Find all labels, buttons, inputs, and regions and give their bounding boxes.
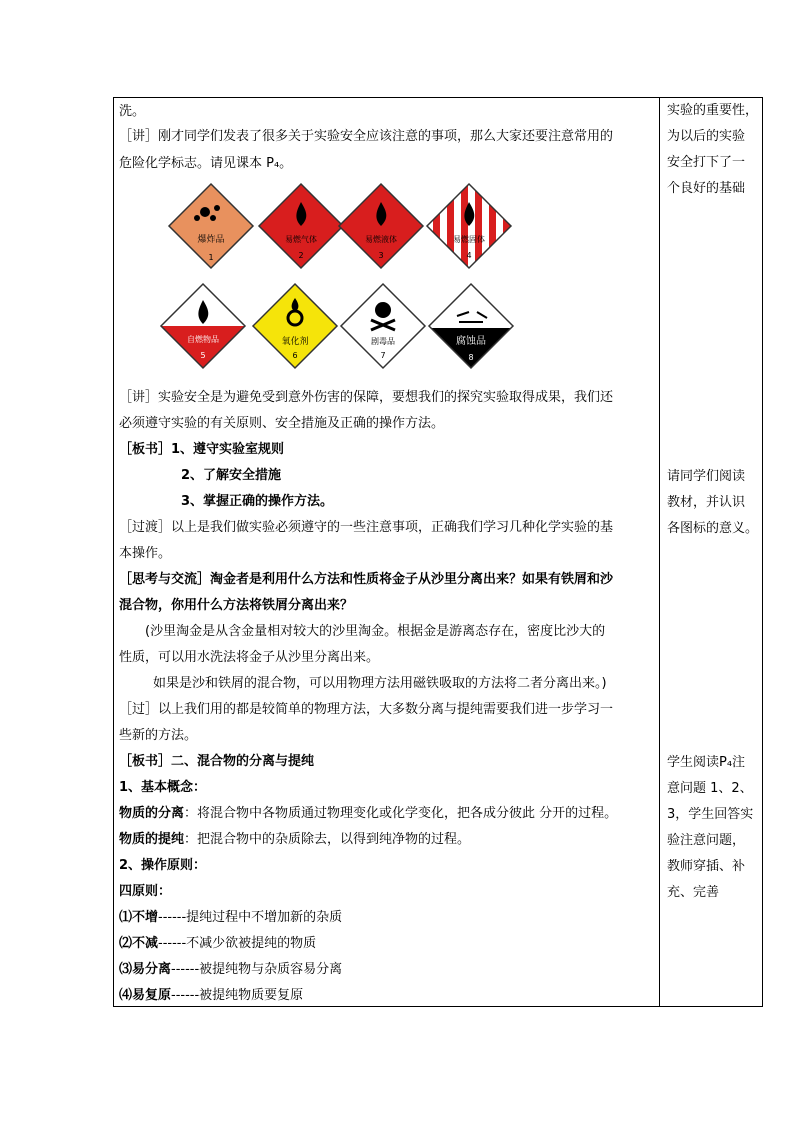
definition: ：把混合物中的杂质除去，以得到纯净物的过程。 xyxy=(184,832,471,847)
text-line: ［板书］二、混合物的分离与提纯 xyxy=(119,754,315,769)
side-line: 安全打下了一 xyxy=(667,155,746,170)
rule-term: ⑵不减 xyxy=(119,936,159,951)
sign-number: 1 xyxy=(208,253,214,262)
side-note-3 xyxy=(667,750,763,906)
sign-number: 5 xyxy=(200,351,206,360)
hazard-signs xyxy=(167,182,527,382)
rule-term: ⑴不增 xyxy=(119,910,159,925)
sign-number: 8 xyxy=(468,353,474,362)
text-line xyxy=(119,804,617,824)
sign-number: 2 xyxy=(298,251,304,260)
text-line: ［板书］1、遵守实验室规则 xyxy=(119,442,285,457)
rule-term: ⑷易复原 xyxy=(119,988,172,1003)
rule-desc: ------不减少欲被提纯的物质 xyxy=(158,936,317,951)
side-note-2 xyxy=(667,464,763,542)
sign-number: 6 xyxy=(292,351,298,360)
side-line: 教师穿插、补 xyxy=(667,859,746,874)
rule-line xyxy=(119,986,303,1006)
hazard-sign-flammable-solid xyxy=(425,182,513,270)
sign-label: 自燃物品 xyxy=(187,335,219,344)
side-line: 请同学们阅读 xyxy=(667,469,746,484)
text-line: 2、了解安全措施 xyxy=(181,468,282,483)
definition: ：将混合物中各物质通过物理变化或化学变化，把各成分彼此 分开的过程。 xyxy=(184,806,618,821)
rule-line xyxy=(119,960,342,980)
text-line: ［讲］实验安全是为避免受到意外伤害的保障，要想我们的探究实验取得成果，我们还 xyxy=(119,390,614,405)
side-note-1 xyxy=(667,98,763,202)
sign-number: 7 xyxy=(380,351,386,360)
sign-label: 易燃固体 xyxy=(453,235,485,244)
hazard-sign-explosive xyxy=(167,182,255,270)
text-line: 四原则： xyxy=(119,884,172,899)
sign-label: 氧化剂 xyxy=(281,337,309,347)
rule-term: ⑶易分离 xyxy=(119,962,172,977)
sign-label: 爆炸品 xyxy=(197,235,225,245)
text-line: ［思考与交流］淘金者是利用什么方法和性质将金子从沙里分离出来？如果有铁屑和沙 xyxy=(119,572,614,587)
text-line: ［过渡］以上是我们做实验必须遵守的一些注意事项，正确我们学习几种化学实验的基 xyxy=(119,520,614,535)
hazard-sign-spontaneous xyxy=(159,282,247,370)
text-line: 必须遵守实验的有关原则、安全措施及正确的操作方法。 xyxy=(119,416,445,431)
lesson-table xyxy=(113,97,763,1007)
rule-desc: ------提纯过程中不增加新的杂质 xyxy=(158,910,343,925)
text-line xyxy=(119,830,470,850)
side-line: 教材，并认识 xyxy=(667,495,746,510)
side-line: 充、完善 xyxy=(667,885,720,900)
sign-number: 4 xyxy=(466,251,472,260)
hazard-sign-flammable-liquid xyxy=(337,182,425,270)
hazard-sign-corrosive xyxy=(427,282,515,370)
side-line: 各图标的意义。 xyxy=(667,521,759,536)
hazard-sign-toxic xyxy=(339,282,427,370)
side-line: 为以后的实验 xyxy=(667,129,746,144)
text-line: ［过］以上我们用的都是较简单的物理方法，大多数分离与提纯需要我们进一步学习一 xyxy=(119,702,614,717)
rule-line xyxy=(119,908,342,928)
hazard-sign-flammable-gas xyxy=(257,182,345,270)
text-line: 些新的方法。 xyxy=(119,728,198,743)
side-line: 个良好的基础 xyxy=(667,181,746,196)
text-line: 洗。 xyxy=(119,104,146,119)
sign-number: 3 xyxy=(378,251,384,260)
text-line: 1、基本概念： xyxy=(119,780,207,795)
column-divider xyxy=(659,98,660,1006)
text-line: 3、掌握正确的操作方法。 xyxy=(181,494,334,509)
text-line: 如果是沙和铁屑的混合物，可以用物理方法用磁铁吸取的方法将二者分离出来。) xyxy=(153,676,607,691)
rule-desc: ------被提纯物质要复原 xyxy=(171,988,304,1003)
side-line: 意问题 1、2、 xyxy=(667,781,753,796)
text-line: ［讲］刚才同学们发表了很多关于实验安全应该注意的事项，那么大家还要注意常用的 xyxy=(119,129,614,144)
sign-label: 腐蚀品 xyxy=(456,336,486,347)
rule-line xyxy=(119,934,316,954)
text-line: 性质，可以用水洗法将金子从沙里分离出来。 xyxy=(119,650,380,665)
sign-label: 易燃液体 xyxy=(365,235,397,244)
term: 物质的提纯 xyxy=(119,832,185,847)
text-line: 混合物，你用什么方法将铁屑分离出来？ xyxy=(119,598,354,613)
side-line: 实验的重要性， xyxy=(667,103,759,118)
term: 物质的分离 xyxy=(119,806,185,821)
sign-label: 易燃气体 xyxy=(285,235,317,244)
text-line: 本操作。 xyxy=(119,546,172,561)
side-line: 3，学生回答实 xyxy=(667,807,754,822)
sign-label: 剧毒品 xyxy=(371,337,395,346)
text-line: 2、操作原则： xyxy=(119,858,207,873)
text-line: 危险化学标志。请见课本 P₄。 xyxy=(119,156,293,171)
side-line: 验注意问题， xyxy=(667,833,746,848)
rule-desc: ------被提纯物与杂质容易分离 xyxy=(171,962,343,977)
side-line: 学生阅读P₄注 xyxy=(667,755,746,770)
text-line: (沙里淘金是从含金量相对较大的沙里淘金。根据金是游离态存在，密度比沙大的 xyxy=(145,624,606,639)
hazard-sign-oxidizer xyxy=(251,282,339,370)
